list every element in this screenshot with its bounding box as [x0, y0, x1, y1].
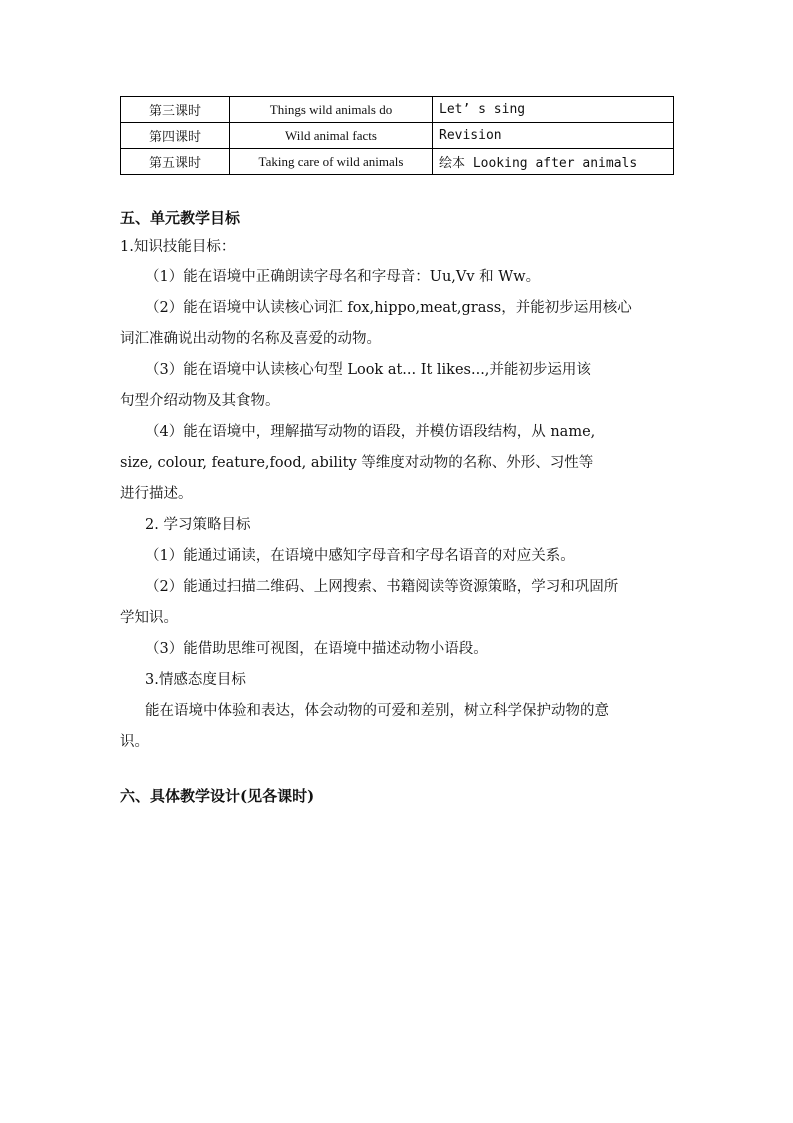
- lesson-period-cell: 第三课时: [121, 97, 230, 123]
- table-row: [121, 123, 674, 149]
- attitude-goals-title: 3.情感态度目标: [145, 672, 246, 688]
- knowledge-goal-line: size, colour, feature,food, ability 等维度对动物的名称、外形、习性等: [120, 455, 594, 471]
- strategy-goal-line: （3）能借助思维可视图，在语境中描述动物小语段。: [145, 641, 488, 657]
- strategy-goal-line: 学知识。: [120, 610, 178, 626]
- table-row: [121, 149, 674, 175]
- lesson-activity-cell: Revision: [433, 123, 674, 149]
- lesson-topic-cell: Wild animal facts: [230, 123, 433, 149]
- attitude-goal-line: 能在语境中体验和表达，体会动物的可爱和差别，树立科学保护动物的意: [145, 703, 609, 719]
- lesson-topic-cell: Taking care of wild animals: [230, 149, 433, 175]
- knowledge-goals-title: 1.知识技能目标：: [120, 239, 236, 255]
- lesson-schedule-table: [120, 96, 674, 175]
- knowledge-goal-line: （2）能在语境中认读核心词汇 fox,hippo,meat,grass，并能初步运用核心: [145, 300, 632, 316]
- lesson-activity-cell: 绘本 Looking after animals: [433, 149, 674, 175]
- lesson-period-cell: 第四课时: [121, 123, 230, 149]
- knowledge-goal-line: （4）能在语境中，理解描写动物的语段，并模仿语段结构，从 name,: [145, 424, 596, 440]
- knowledge-goal-line: 句型介绍动物及其食物。: [120, 393, 280, 409]
- knowledge-goal-line: 进行描述。: [120, 486, 193, 502]
- table-row: [121, 97, 674, 123]
- section-6-heading: 六、具体教学设计(见各课时): [120, 787, 315, 805]
- strategy-goal-line: （1）能通过诵读，在语境中感知字母音和字母名语音的对应关系。: [145, 548, 575, 564]
- knowledge-goal-line: （1）能在语境中正确朗读字母名和字母音：Uu,Vv 和 Ww。: [145, 269, 541, 285]
- knowledge-goal-line: 词汇准确说出动物的名称及喜爱的动物。: [120, 331, 381, 347]
- knowledge-goal-line: （3）能在语境中认读核心句型 Look at... It likes...,并能初步运用该: [145, 362, 591, 378]
- attitude-goal-line: 识。: [120, 734, 149, 750]
- lesson-period-cell: 第五课时: [121, 149, 230, 175]
- section-5-heading: 五、单元教学目标: [120, 209, 241, 227]
- strategy-goals-title: 2. 学习策略目标: [145, 517, 251, 533]
- lesson-topic-cell: Things wild animals do: [230, 97, 433, 123]
- strategy-goal-line: （2）能通过扫描二维码、上网搜索、书籍阅读等资源策略，学习和巩固所: [145, 579, 619, 595]
- lesson-activity-cell: Let’ s sing: [433, 97, 674, 123]
